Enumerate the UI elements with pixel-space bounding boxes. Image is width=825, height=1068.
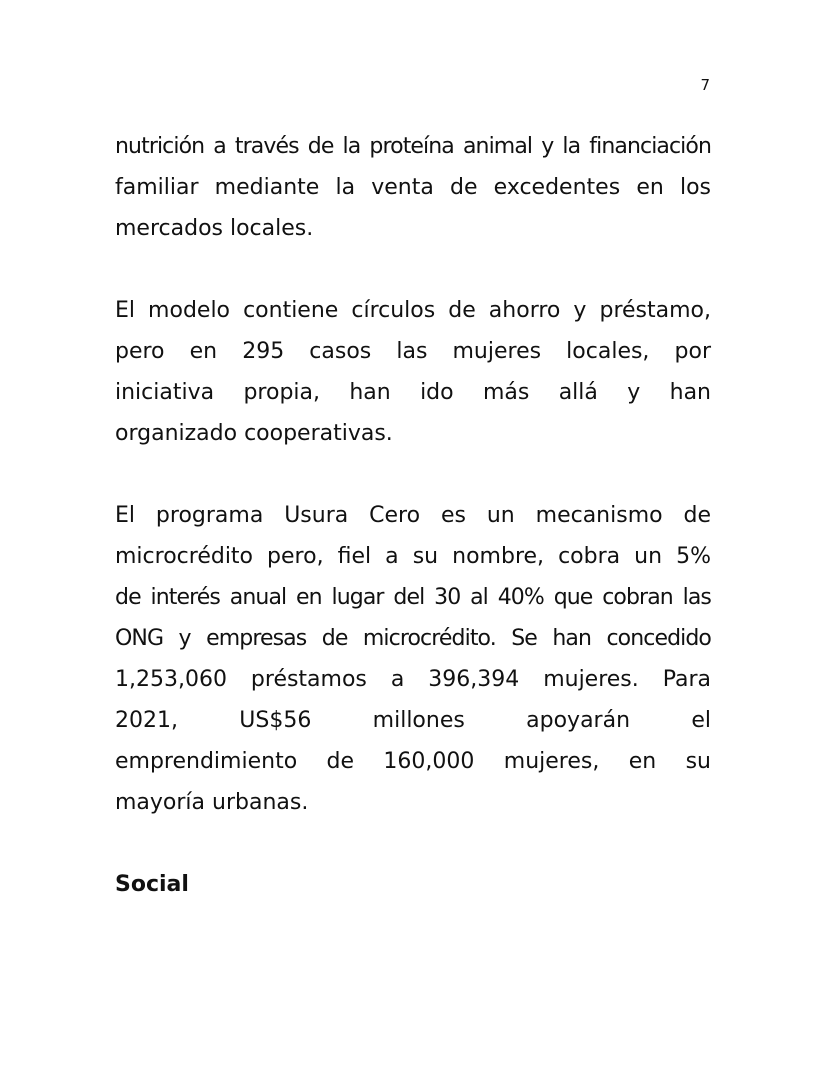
text-line: mayoría urbanas. [115,790,309,815]
text-line: El modelo contiene círculos de ahorro y préstamo, [115,298,711,323]
page-number: 7 [700,76,710,94]
text-line: organizado cooperativas. [115,421,393,446]
text-line: microcrédito pero, fiel a su nombre, cobra un 5% [115,544,711,569]
text-line: iniciativa propia, han ido más allá y han [115,380,711,405]
text-line: ONG y empresas de microcrédito. Se han concedido [115,626,711,651]
document-body [115,126,711,905]
paragraph-savings-circles [115,290,711,454]
paragraph-nutrition [115,126,711,249]
text-line: familiar mediante la venta de excedentes en los [115,175,711,200]
text-line: pero en 295 casos las mujeres locales, por [115,339,711,364]
text-line: emprendimiento de 160,000 mujeres, en su [115,749,711,774]
text-line: nutrición a través de la proteína animal y la financiación [115,134,711,159]
text-line: de interés anual en lugar del 30 al 40% que cobran las [115,585,711,610]
text-line: 1,253,060 préstamos a 396,394 mujeres. Para [115,667,711,692]
text-line: El programa Usura Cero es un mecanismo de [115,503,711,528]
text-line: 2021, US$56 millones apoyarán el [115,708,711,733]
paragraph-usura-cero [115,495,711,823]
section-heading-social: Social [115,872,189,897]
text-line: mercados locales. [115,216,314,241]
